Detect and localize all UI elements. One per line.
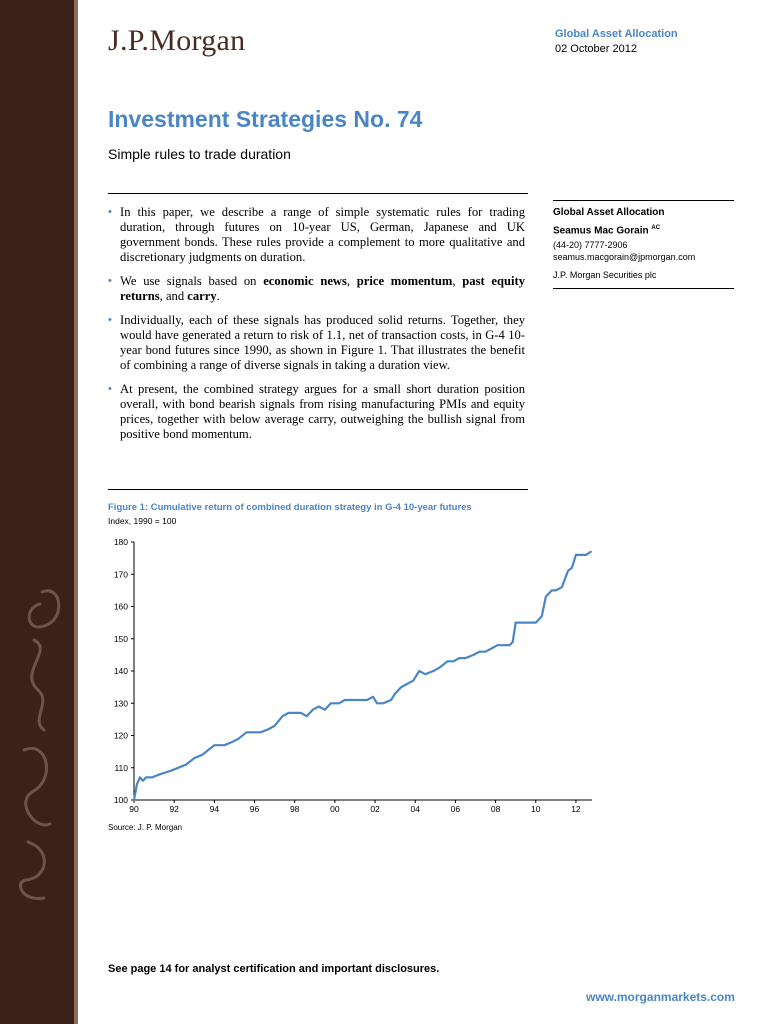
header-meta	[555, 28, 678, 55]
x-tick-label: 96	[249, 804, 260, 814]
data-point	[338, 702, 340, 704]
summary-bullets	[108, 205, 525, 451]
data-point	[268, 728, 270, 730]
publication-date: 02 October 2012	[555, 43, 637, 55]
data-point	[193, 757, 195, 759]
summary-bottom-rule	[108, 489, 528, 490]
data-point	[452, 660, 454, 662]
bullet-text: , and	[159, 289, 188, 303]
data-point	[535, 622, 537, 624]
data-point	[274, 725, 276, 727]
data-point	[503, 644, 505, 646]
data-point	[238, 738, 240, 740]
data-point	[366, 699, 368, 701]
x-tick-label: 90	[129, 804, 139, 814]
data-point	[509, 644, 511, 646]
data-point	[209, 748, 211, 750]
bullet-icon: •	[108, 275, 112, 287]
data-point	[159, 773, 161, 775]
data-point	[390, 699, 392, 701]
data-point	[282, 715, 284, 717]
bullet-bold-text: economic news	[263, 274, 347, 288]
summary-bullet	[108, 274, 525, 304]
data-point	[177, 767, 179, 769]
bullet-bold-text: carry	[187, 289, 217, 303]
data-point	[312, 709, 314, 711]
data-point	[372, 696, 374, 698]
x-tick-label: 94	[209, 804, 220, 814]
data-point	[223, 744, 225, 746]
data-point	[185, 764, 187, 766]
data-point	[515, 622, 517, 624]
data-point	[473, 654, 475, 656]
bullet-text: ,	[346, 274, 357, 288]
footer-link[interactable]: www.morganmarkets.com	[586, 990, 735, 1004]
data-point	[213, 744, 215, 746]
data-point	[485, 651, 487, 653]
data-point	[432, 670, 434, 672]
document-subtitle: Simple rules to trade duration	[108, 146, 291, 162]
data-point	[567, 570, 569, 572]
author-phone: (44-20) 7777-2906	[553, 240, 628, 251]
data-point	[541, 615, 543, 617]
data-point	[382, 702, 384, 704]
document-title: Investment Strategies No. 74	[108, 106, 423, 132]
author-name-line	[553, 222, 734, 237]
data-point	[151, 777, 153, 779]
x-tick-label: 98	[289, 804, 300, 814]
figure-title: Figure 1: Cumulative return of combined duration strategy in G-4 10-year futures	[108, 502, 472, 513]
duration-strategy-chart	[108, 532, 598, 814]
data-point	[169, 770, 171, 772]
summary-bullet	[108, 382, 525, 442]
jpmorgan-logo: J.P.Morgan	[108, 24, 246, 57]
data-point	[300, 712, 302, 714]
data-point	[418, 670, 420, 672]
data-point	[318, 706, 320, 708]
data-point	[529, 622, 531, 624]
data-point	[406, 683, 408, 685]
bullet-text: We use signals based on	[120, 274, 264, 288]
data-point	[324, 709, 326, 711]
bullet-text: Individually, each of these signals has produced solid returns. Together, they would have generated a return to risk of 1.1, net of transaction costs, in G-4 10-year bond futures since 1990, as shown in Figure 1. That illustrates the benefit of combining a range of diverse signals in taking a duration view.	[120, 313, 525, 372]
x-tick-label: 04	[410, 804, 420, 814]
author-team: Global Asset Allocation	[553, 207, 665, 218]
x-tick-label: 00	[330, 804, 340, 814]
data-point	[571, 567, 573, 569]
data-point	[545, 596, 547, 598]
bullet-text: ,	[452, 274, 463, 288]
summary-bullet	[108, 205, 525, 265]
data-point	[400, 686, 402, 688]
data-point	[551, 589, 553, 591]
data-point	[217, 744, 219, 746]
y-tick-label: 150	[113, 633, 128, 644]
data-point	[139, 777, 141, 779]
summary-top-rule	[108, 193, 528, 194]
sidebar-stripe	[74, 0, 78, 1024]
y-tick-label: 130	[113, 698, 128, 709]
bullet-bold-text: price momentum	[356, 274, 453, 288]
y-tick-label: 100	[113, 795, 128, 805]
x-tick-label: 10	[531, 804, 541, 814]
author-name-suffix: AC	[651, 225, 661, 231]
data-point	[438, 667, 440, 669]
author-box-bottom-rule	[553, 288, 734, 289]
data-point	[497, 644, 499, 646]
bullet-text: .	[216, 289, 220, 303]
y-tick-label: 140	[113, 666, 128, 676]
data-point	[424, 673, 426, 675]
data-point	[145, 777, 147, 779]
y-tick-label: 170	[113, 569, 128, 580]
data-point	[260, 731, 262, 733]
y-tick-label: 180	[113, 537, 128, 547]
y-tick-label: 120	[113, 730, 128, 741]
bullet-icon: •	[108, 206, 112, 218]
data-point	[376, 702, 378, 704]
signature-watermark	[4, 580, 70, 910]
y-tick-label: 160	[113, 601, 128, 612]
data-point	[521, 622, 523, 624]
data-point	[306, 715, 308, 717]
bullet-icon: •	[108, 383, 112, 395]
data-point	[358, 699, 360, 701]
author-box-top-rule	[553, 200, 734, 201]
author-email[interactable]: seamus.macgorain@jpmorgan.com	[553, 252, 696, 263]
y-tick-label: 110	[114, 762, 128, 773]
data-point	[133, 799, 135, 801]
summary-bullet	[108, 313, 525, 373]
data-point	[232, 741, 234, 743]
bullet-bold-text: past equity returns	[120, 274, 525, 303]
x-tick-label: 92	[169, 804, 179, 814]
author-box	[553, 200, 734, 289]
author-name: Seamus Mac Gorain	[553, 225, 649, 237]
data-point	[465, 657, 467, 659]
data-point	[555, 589, 557, 591]
data-point	[344, 699, 346, 701]
author-firm: J.P. Morgan Securities plc	[553, 270, 657, 281]
data-point	[585, 554, 587, 556]
data-point	[512, 641, 514, 643]
data-point	[246, 731, 248, 733]
data-point	[412, 680, 414, 682]
data-point	[491, 648, 493, 650]
data-point	[330, 702, 332, 704]
data-point	[142, 780, 144, 782]
data-point	[288, 712, 290, 714]
data-point	[136, 783, 138, 785]
data-point	[561, 586, 563, 588]
data-point	[590, 551, 592, 553]
disclosure-note: See page 14 for analyst certification and important disclosures.	[108, 963, 440, 975]
data-point	[352, 699, 354, 701]
data-point	[446, 660, 448, 662]
bullet-text: At present, the combined strategy argues for a small short duration position overall, with bond bearish signals from rising manufacturing PMIs and equity prices, together with below average carry, outweighing the bullish signal from positive bond momentum.	[120, 382, 525, 441]
data-point	[479, 651, 481, 653]
bullet-text: In this paper, we describe a range of simple systematic rules for trading duration, through futures on 10-year US, German, Japanese and UK government bonds. These rules provide a complement to more qualitative and discretionary judgments on duration.	[120, 205, 525, 264]
series-line	[134, 552, 591, 800]
bullet-icon: •	[108, 314, 112, 326]
series-name: Global Asset Allocation	[555, 28, 678, 40]
x-tick-label: 06	[450, 804, 461, 814]
data-point	[294, 712, 296, 714]
data-point	[575, 554, 577, 556]
figure-source: Source: J. P. Morgan	[108, 823, 183, 832]
data-point	[201, 754, 203, 756]
x-tick-label: 02	[370, 804, 380, 814]
data-point	[394, 693, 396, 695]
x-tick-label: 08	[490, 804, 501, 814]
figure-subtitle: Index, 1990 = 100	[108, 516, 177, 526]
data-point	[579, 554, 581, 556]
data-point	[252, 731, 254, 733]
data-point	[459, 657, 461, 659]
x-tick-label: 12	[571, 804, 581, 814]
